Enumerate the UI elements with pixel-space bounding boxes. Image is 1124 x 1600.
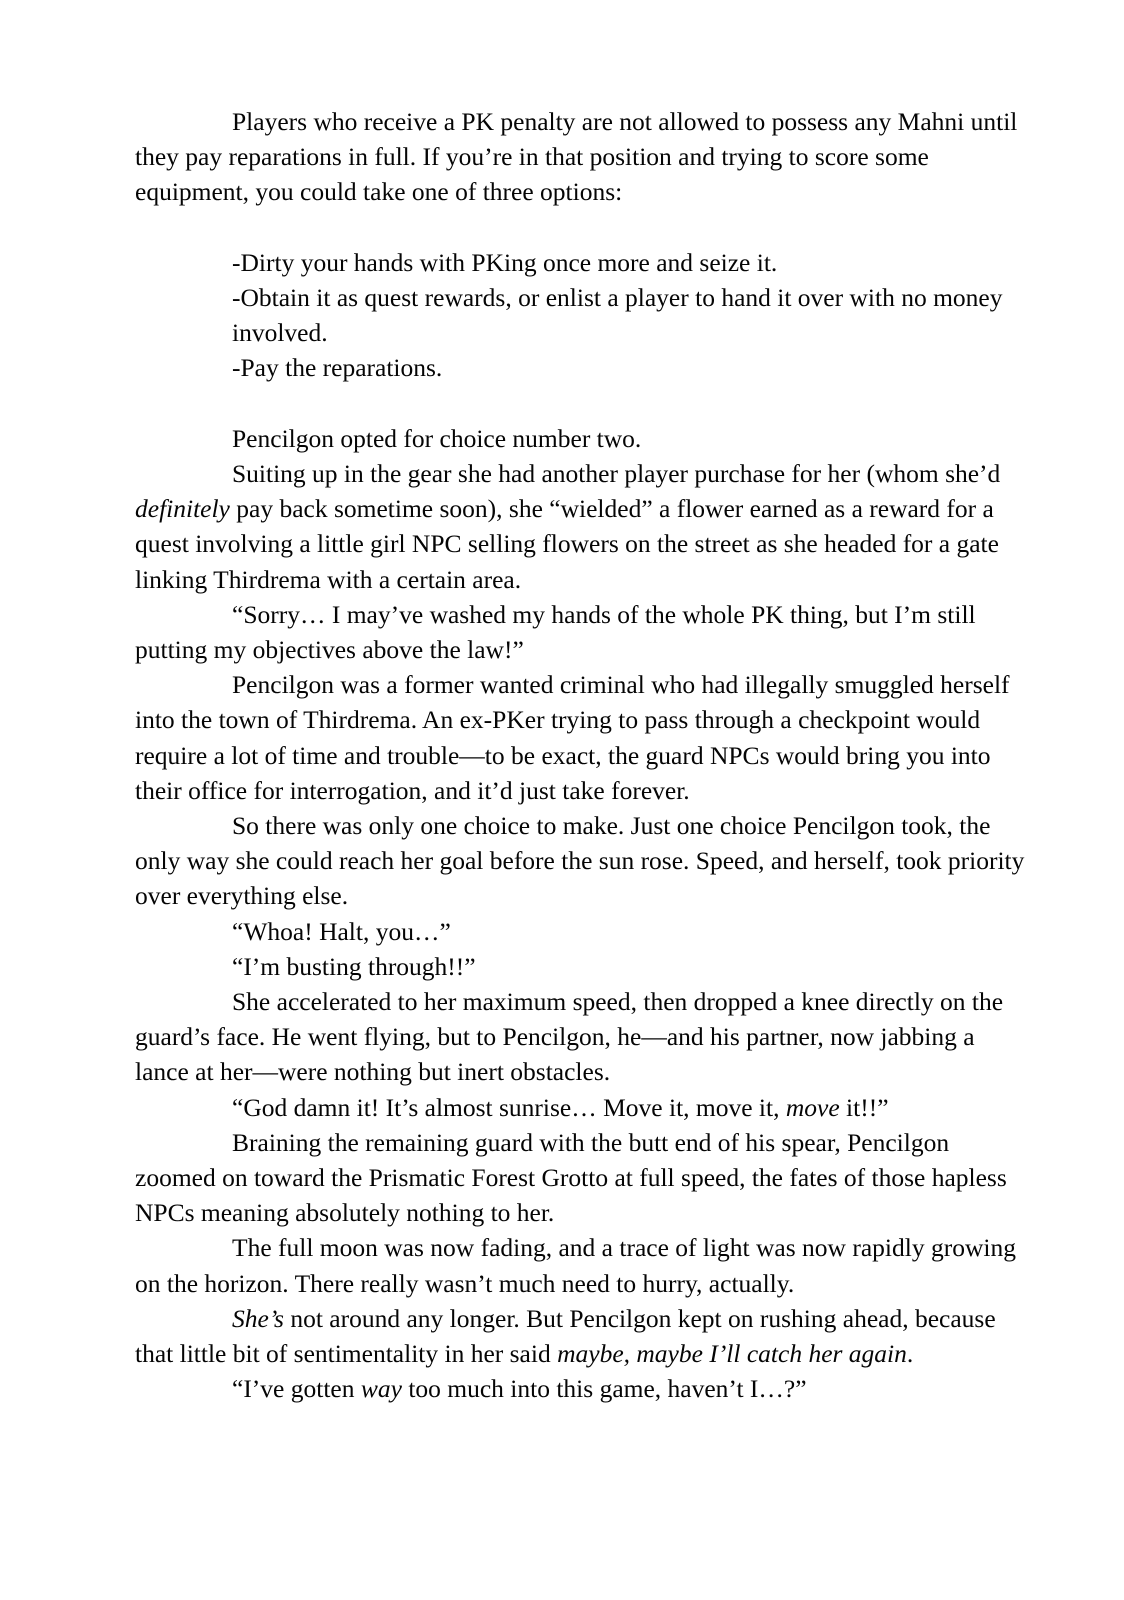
paragraph-dialogue-sorry: “Sorry… I may’ve washed my hands of the whole PK thing, but I’m still putting my objectives above the law!” [135,599,976,665]
italic-emphasis: She’s [232,1303,284,1333]
paragraph-one-choice: So there was only one choice to make. Just one choice Pencilgon took, the only way she could reach her goal before the sun rose. Speed, and herself, took priority over everything else. [135,811,1025,911]
paragraph-dialogue-whoa-halt: “Whoa! Halt, you…” [232,916,451,946]
block-spacer-2 [135,386,1025,421]
option-item-dirty-hands: -Dirty your hands with PKing once more and seize it. [232,247,778,277]
body-text-column [135,104,1025,1406]
paragraph-pk-penalty: Players who receive a PK penalty are not allowed to possess any Mahni until they pay reparations in full. If you’re in that position and trying to score some equipment, you could take one of three options: [135,107,1018,207]
italic-emphasis: definitely [135,494,230,524]
paragraph-wanted-criminal: Pencilgon was a former wanted criminal who had illegally smuggled herself into the town of Thirdrema. An ex-PKer trying to pass through a checkpoint would require a lot of time and trouble—to be exact, the guard NPCs would bring you into their office for interrogation, and it’d just take forever. [135,670,1010,805]
italic-emphasis: move [785,1092,840,1122]
paragraph-choice-two: Pencilgon opted for choice number two. [232,423,642,453]
paragraph-dialogue-way-too-much: “I’ve gotten way too much into this game, haven’t I…?” [232,1374,807,1404]
paragraph-braining-guard: Braining the remaining guard with the butt end of his spear, Pencilgon zoomed on toward the Prismatic Forest Grotto at full speed, the fates of those hapless NPCs meaning absolutely nothing to her. [135,1127,1007,1228]
paragraph-accelerated: She accelerated to her maximum speed, then dropped a knee directly on the guard’s face. He went flying, but to Pencilgon, he—and his partner, now jabbing a lance at her—were nothing but inert obstacles. [135,987,1004,1087]
options-list [135,245,1025,386]
block-spacer-1 [135,210,1025,245]
option-item-quest-rewards: -Obtain it as quest rewards, or enlist a player to hand it over with no money involved. [232,283,1003,348]
paragraph-dialogue-god-damn-it: “God damn it! It’s almost sunrise… Move it, move it, move it!!” [232,1092,889,1122]
paragraph-full-moon: The full moon was now fading, and a trace of light was now rapidly growing on the horizon. There really wasn’t much need to hurry, actually. [135,1233,1016,1298]
italic-emphasis: way [360,1374,402,1404]
paragraph-dialogue-busting-through: “I’m busting through!!” [232,951,476,981]
option-item-pay-reparations: -Pay the reparations. [232,353,443,383]
paragraph-shes-not-around: She’s not around any longer. But Pencilgon kept on rushing ahead, because that little bit of sentimentality in her said maybe, maybe I’ll catch her again. [135,1303,996,1369]
paragraph-suiting-up: Suiting up in the gear she had another player purchase for her (whom she’d definitely pay back sometime soon), she “wielded” a flower earned as a reward for a quest involving a little girl NPC selling flowers on the street as she headed for a gate linking Thirdrema with a certain area. [135,459,1001,594]
italic-emphasis: maybe, maybe I’ll catch her again [557,1339,907,1369]
